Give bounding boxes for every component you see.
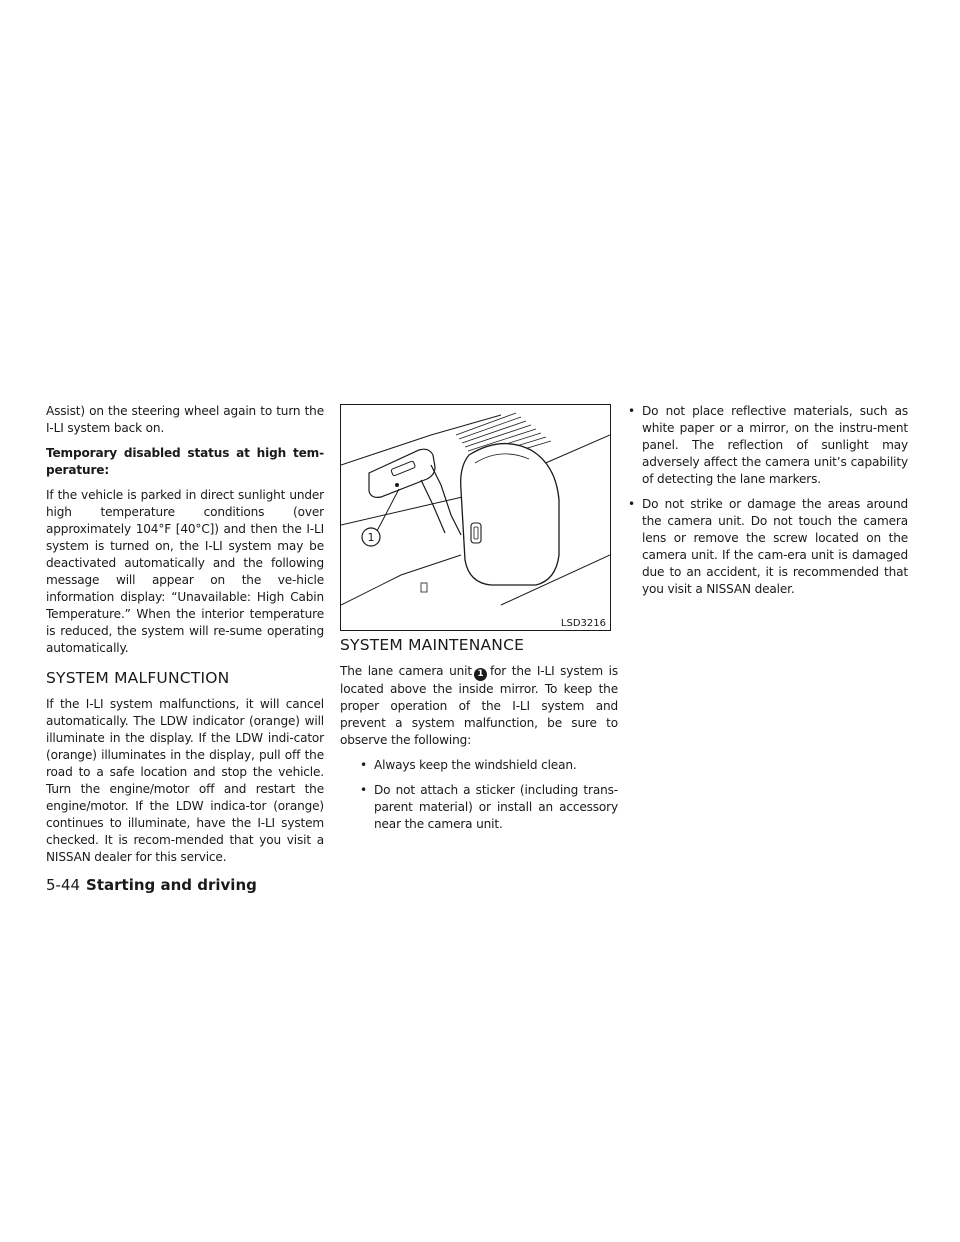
caution-bullet-list [620,403,908,598]
maintenance-paragraph [340,663,618,749]
malfunction-paragraph: If the I-LI system malfunctions, it will cancel automatically. The LDW indicator (orange) will illuminate in the display. If the LDW indi-cator (orange) illuminates in the display, pull off the road to a safe location and stop the vehicle. Turn the engine/motor off and restart the engine/motor. If the LDW indica-tor (orange) continues to illuminate, have the I-LI system checked. It is recom-mended that you visit a NISSAN dealer for this service. [46,697,324,864]
figure-code: LSD3216 [560,618,606,629]
middle-column [340,636,618,841]
callout-number: 1 [367,531,375,544]
page-footer [46,876,257,894]
camera-mirror-drawing [341,405,610,630]
page-number: 5-44 [46,876,81,894]
left-column [46,403,324,874]
maintenance-bullet-list [340,757,618,833]
list-item: • Do not place reflective materials, such as white paper or a mirror, on the instru-ment panel. The reflection of sunlight may adversely affect the camera unit’s capability of detecting the lane markers. [620,403,908,488]
list-item: • Do not strike or damage the areas around the camera unit. Do not touch the camera lens or remove the screw located on the camera unit. If the cam-era unit is damaged due to an accident, it is recommended that you visit a NISSAN dealer. [620,496,908,598]
list-item: • Do not attach a sticker (including trans-parent material) or install an accessory near the camera unit. [340,782,618,833]
list-item: • Always keep the windshield clean. [340,757,618,774]
maintenance-text-start: The lane camera unit [340,664,472,678]
maintenance-text-end: for the I-LI system is located above the inside mirror. To keep the proper operation of the I-LI system and prevent a system malfunction, be sure to observe the following: [340,664,619,747]
temperature-paragraph: If the vehicle is parked in direct sunlight under high temperature conditions (over approximately 104°F [40°C]) and then the I-LI system is turned on, the I-LI system may be deactivated automatically and the following message will appear on the ve-hicle information display: “Unavailable: High Cabin Temperature.” When the interior temperature is reduced, the system will re-sume operating automatically. [46,488,324,655]
intro-paragraph: Assist) on the steering wheel again to turn the I-LI system back on. [46,404,324,435]
temperature-subheading: Temporary disabled status at high tem-perature: [46,446,324,477]
camera-illustration [340,404,611,631]
malfunction-heading: SYSTEM MALFUNCTION [46,669,230,687]
callout-marker: 1 [474,668,487,681]
chapter-title: Starting and driving [86,876,257,894]
maintenance-heading: SYSTEM MAINTENANCE [340,636,525,654]
right-column [620,403,908,606]
